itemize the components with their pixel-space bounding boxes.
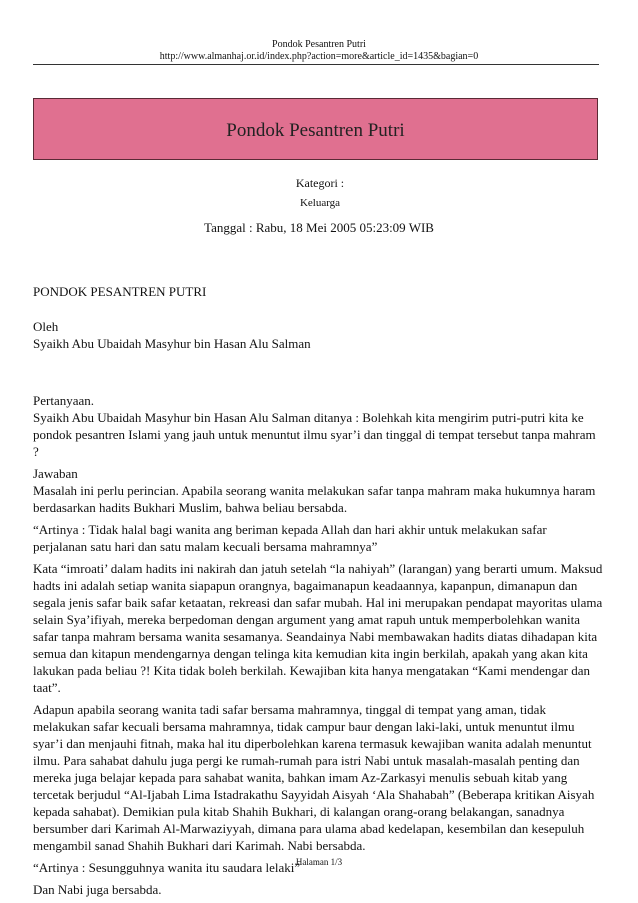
spacer bbox=[33, 357, 603, 392]
title-banner bbox=[33, 98, 598, 160]
closing-line: Dan Nabi juga bersabda. bbox=[33, 882, 162, 897]
page-number: Halaman 1/3 bbox=[295, 857, 343, 867]
tanggal-date: Tanggal : Rabu, 18 Mei 2005 05:23:09 WIB bbox=[204, 220, 434, 235]
oleh-label: Oleh bbox=[33, 319, 59, 334]
banner-title: Pondok Pesantren Putri bbox=[226, 120, 405, 141]
hadits-quote: “Artinya : Tidak halal bagi wanita ang beriman kepada Allah dan hari akhir untuk melakukan safar perjalanan satu hari dan satu malam kecuali bersama mahramnya” bbox=[33, 522, 547, 554]
page-header-url[interactable]: http://www.almanhaj.or.id/index.php?action=more&article_id=1435&bagian=0 bbox=[159, 51, 479, 62]
header-divider bbox=[33, 64, 599, 65]
jawaban-label: Jawaban bbox=[33, 466, 78, 481]
article-body bbox=[33, 283, 603, 903]
jawaban-text: Masalah ini perlu perincian. Apabila seorang wanita melakukan safar tanpa mahram maka hukumnya haram berdasarkan hadits Bukhari Muslim, bahwa beliau bersabda. bbox=[33, 483, 596, 515]
spacer bbox=[33, 305, 603, 318]
paragraph: Kata “imroati’ dalam hadits ini nakirah dan jatuh setelah “la nahiyah” (larangan) yang berarti umum. Maksud hadts ini adalah setiap wanita siapapun orangnya, bagaimanapun keadaannya, kapanpun, dimanapun dan segala jenis safar baik safar ketaatan, rekreasi dan safar mubah. Hal ini merupakan pendapat mayoritas ulama selain Sya’ifiyah, mereka berpedoman dengan argument yang amat rapuh untuk memperbolehkan wanita safar tanpa mahram bersama wanita sesamanya. Seandainya Nabi membawakan hadits diatas dihadapan kita semua dan kitapun mendengarnya dengan telinga kita kemudian kita ingin berkilah, apakah yang akan kita lakukan pada beliau ?! Kita tidak boleh berkilah. Kewajiban kita hanya mengatakan “Kami mendengar dan taat”. bbox=[33, 561, 603, 695]
kategori-value: Keluarga bbox=[299, 197, 341, 209]
author-name: Syaikh Abu Ubaidah Masyhur bin Hasan Alu Salman bbox=[33, 336, 311, 351]
pertanyaan-text: Syaikh Abu Ubaidah Masyhur bin Hasan Alu Salman ditanya : Bolehkah kita mengirim putri-putri kita ke pondok pesantren Islami yang jauh untuk menuntut ilmu syar’i dan tinggal di tempat tersebut tanpa mahram ? bbox=[33, 410, 596, 459]
hadits-quote: “Artinya : Sesungguhnya wanita itu saudara lelaki” bbox=[33, 860, 301, 875]
article-heading: PONDOK PESANTREN PUTRI bbox=[33, 284, 207, 299]
kategori-label: Kategori : bbox=[295, 176, 345, 190]
pertanyaan-label: Pertanyaan. bbox=[33, 393, 95, 408]
paragraph: Adapun apabila seorang wanita tadi safar bersama mahramnya, tinggal di tempat yang aman, tidak melakukan safar kecuali bersama mahramnya, tidak campur baur dengan laki-laki, untuk menuntut ilmu syar’i dan menjauhi fitnah, maka hal itu diperbolehkan karena termasuk kewajiban wanita adalah menuntut ilmu. Para sahabat dahulu juga pergi ke rumah-rumah para istri Nabi untuk masalah-masalah penting dan mereka juga belajar kepada para sahabat wanita, bahkan imam Az-Zarkasyi menulis sebuah kitab yang tercetak berjudul “Al-Ijabah Lima Istadrakathu Sayyidah Aisyah ‘Ala Shahabah” (Beberapa kritikan Aisyah kepada sahabat). Demikian pula kitab Shahih Bukhari, di kalangan orang-orang belakangan, sanadnya bersumber dari Karimah Al-Marwaziyyah, dimana para ulama abad kedelapan, kesembilan dan kesepuluh mengambil sanad Shahih Bukhari dari Karimah. Nabi bersabda. bbox=[33, 702, 595, 853]
page-header-title: Pondok Pesantren Putri bbox=[272, 39, 366, 50]
